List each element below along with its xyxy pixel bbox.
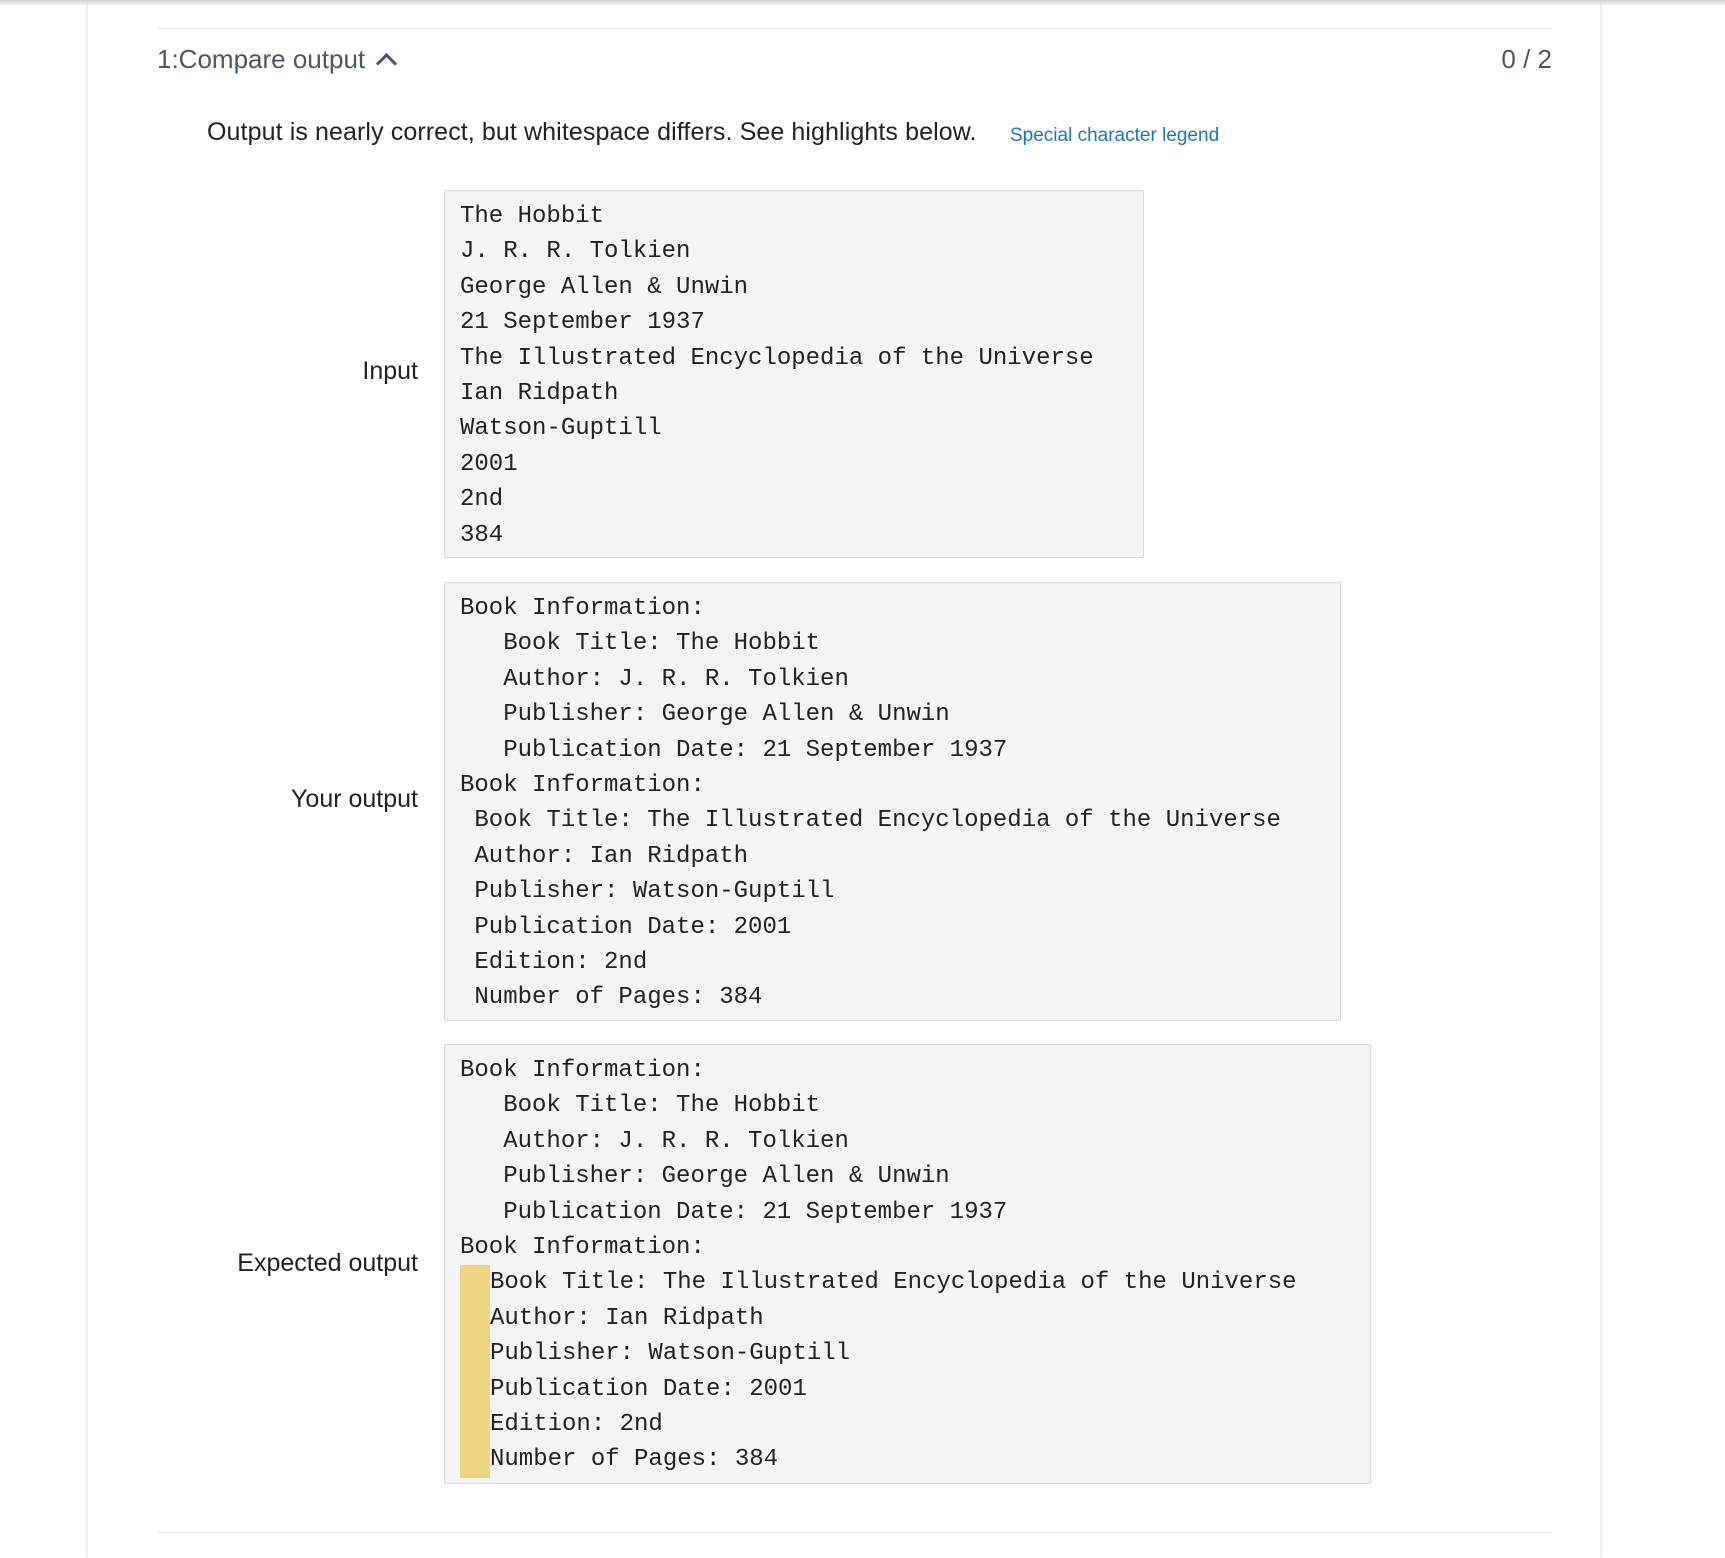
whitespace-highlight xyxy=(460,1442,490,1477)
input-line: 2001 xyxy=(460,450,518,478)
your-output-line: Book Title: The Illustrated Encyclopedia of the Universe xyxy=(460,807,1281,835)
input-code-box xyxy=(444,190,1144,558)
compare-output-toggle[interactable] xyxy=(157,44,394,75)
input-line: J. R. R. Tolkien xyxy=(460,238,691,266)
expected-output-highlighted-line xyxy=(460,1336,1355,1371)
input-line: Ian Ridpath xyxy=(460,379,619,407)
whitespace-highlight xyxy=(460,1407,490,1442)
expected-output-highlighted-line xyxy=(460,1301,1355,1336)
bottom-divider xyxy=(157,1532,1552,1533)
input-line: Watson-Guptill xyxy=(460,415,662,443)
input-line: 2nd xyxy=(460,486,504,514)
chevron-up-icon xyxy=(376,53,397,74)
special-character-legend-link[interactable]: Special character legend xyxy=(1010,125,1220,146)
expected-output-line-text: Publication Date: 2001 xyxy=(490,1375,807,1403)
top-shadow xyxy=(0,0,1725,6)
whitespace-highlight xyxy=(460,1265,490,1300)
result-message: Output is nearly correct, but whitespace differs. See highlights below. xyxy=(207,118,977,146)
your-output-line: Publisher: George Allen & Unwin xyxy=(460,701,950,729)
expected-output-line: Book Information: xyxy=(460,1057,705,1084)
expected-output-highlighted-line xyxy=(460,1372,1355,1407)
expected-output-line: Book Information: xyxy=(460,1233,705,1261)
input-line: The Illustrated Encyclopedia of the Universe xyxy=(460,344,1094,372)
expected-output-line-text: Publisher: Watson-Guptill xyxy=(490,1340,851,1368)
expected-output-code-box xyxy=(444,1044,1371,1484)
expected-output-line: Publication Date: 21 September 1937 xyxy=(460,1198,1008,1226)
expected-output-highlighted-line xyxy=(460,1442,1355,1477)
your-output-line: Edition: 2nd xyxy=(460,948,648,976)
expected-output-line-text: Edition: 2nd xyxy=(490,1410,663,1438)
expected-output-highlighted-line xyxy=(460,1407,1355,1442)
compare-output-title: 1:Compare output xyxy=(157,44,366,74)
expected-output-highlighted-line xyxy=(460,1265,1355,1300)
expected-output-line-text: Number of Pages: 384 xyxy=(490,1446,779,1474)
input-label: Input xyxy=(362,357,418,385)
expected-output-label: Expected output xyxy=(237,1249,418,1277)
input-line: 21 September 1937 xyxy=(460,309,705,337)
your-output-line: Book Title: The Hobbit xyxy=(460,630,821,658)
top-divider xyxy=(157,28,1552,29)
your-output-label: Your output xyxy=(291,785,418,813)
whitespace-highlight xyxy=(460,1372,490,1407)
your-output-line: Author: J. R. R. Tolkien xyxy=(460,665,849,693)
input-line: George Allen & Unwin xyxy=(460,273,749,301)
your-output-line: Publisher: Watson-Guptill xyxy=(460,878,835,906)
whitespace-highlight xyxy=(460,1336,490,1371)
input-line: The Hobbit xyxy=(460,203,605,230)
expected-output-line-text: Author: Ian Ridpath xyxy=(490,1304,764,1332)
expected-output-line: Book Title: The Hobbit xyxy=(460,1092,821,1120)
your-output-line: Publication Date: 2001 xyxy=(460,913,792,941)
your-output-line: Book Information: xyxy=(460,771,705,799)
input-line: 384 xyxy=(460,521,504,549)
your-output-line: Publication Date: 21 September 1937 xyxy=(460,736,1008,764)
your-output-line: Number of Pages: 384 xyxy=(460,984,763,1012)
expected-output-line: Publisher: George Allen & Unwin xyxy=(460,1163,950,1191)
your-output-line: Book Information: xyxy=(460,595,705,622)
expected-output-line: Author: J. R. R. Tolkien xyxy=(460,1127,849,1155)
whitespace-highlight xyxy=(460,1301,490,1336)
score-label: 0 / 2 xyxy=(1501,44,1552,74)
your-output-code-box xyxy=(444,582,1341,1021)
your-output-line: Author: Ian Ridpath xyxy=(460,842,749,870)
expected-output-line-text: Book Title: The Illustrated Encyclopedia of the Universe xyxy=(490,1269,1297,1297)
